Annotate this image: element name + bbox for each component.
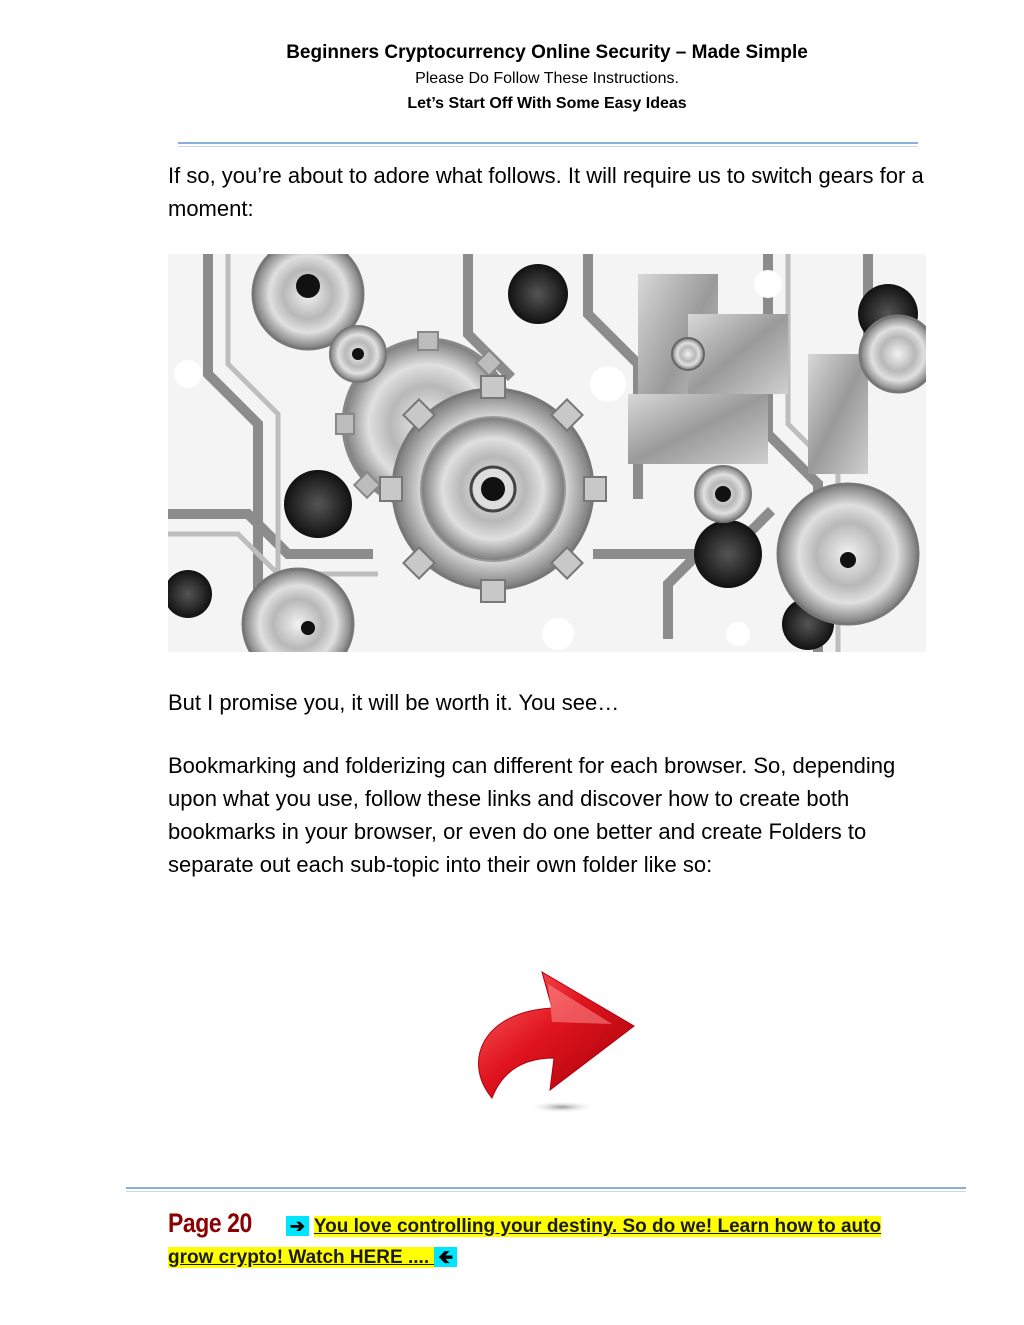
left-arrow-icon: 🡸	[434, 1247, 457, 1267]
paragraph-intro: If so, you’re about to adore what follows. It will require us to switch gears for a moment:	[168, 163, 924, 221]
promo-link[interactable]: You love controlling your destiny. So do we! Learn how to auto grow crypto! Watch HERE ....	[168, 1216, 882, 1268]
footer-divider	[126, 1187, 966, 1189]
paragraph-promise: But I promise you, it will be worth it. You see…	[168, 690, 620, 715]
document-tagline: Let’s Start Off With Some Easy Ideas	[407, 95, 687, 112]
curved-arrow-icon	[462, 962, 642, 1122]
right-arrow-icon: ➔	[286, 1216, 309, 1236]
paragraph-bookmarking: Bookmarking and folderizing can different for each browser. So, depending upon what you use, follow these links and discover how to create both bookmarks in your browser, or even do one better and create Folders to separate out each sub-topic into their own folder like so:	[168, 753, 896, 877]
footer	[168, 1208, 928, 1273]
gears-illustration	[168, 254, 926, 652]
header-divider	[178, 142, 918, 144]
page-number: Page 20	[168, 1208, 252, 1238]
document-title: Beginners Cryptocurrency Online Security – Made Simple	[286, 42, 808, 63]
document-subtitle: Please Do Follow These Instructions.	[415, 70, 679, 87]
